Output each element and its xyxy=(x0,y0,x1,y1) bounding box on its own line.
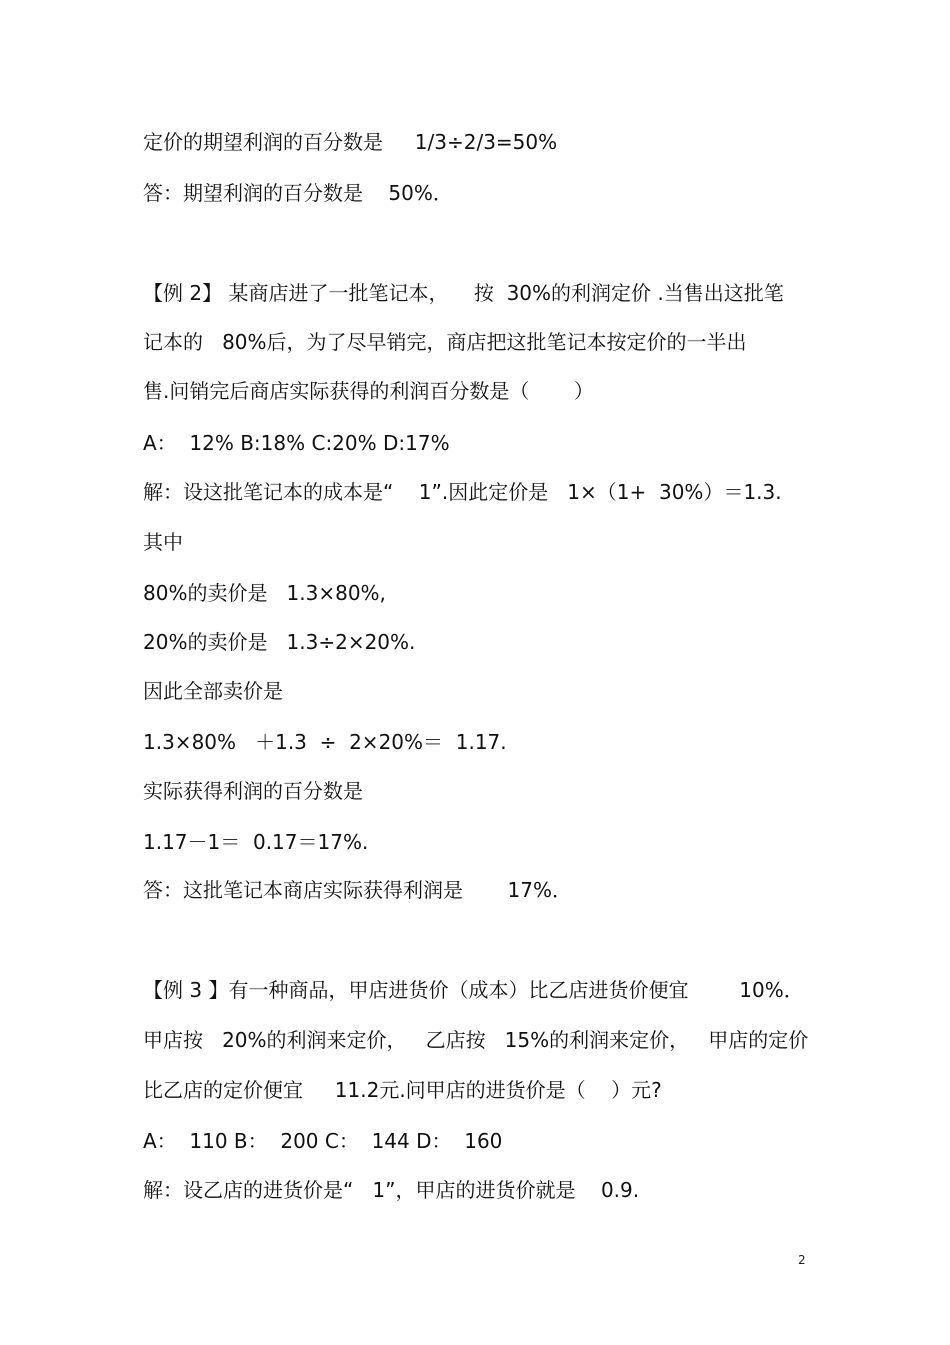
text-line: 售.问销完后商店实际获得的利润百分数是（ ） xyxy=(143,379,594,403)
text-line: A： 110 B： 200 C： 144 D： 160 xyxy=(143,1129,503,1153)
text-line: 记本的 80%后，为了尽早销完，商店把这批笔记本按定价的一半出 xyxy=(143,330,747,354)
text-line: 甲店按 20%的利润来定价， 乙店按 15%的利润来定价， 甲店的定价 xyxy=(143,1028,809,1052)
text-line: 【例 3 】有一种商品，甲店进货价（成本）比乙店进货价便宜 10%． xyxy=(143,978,804,1002)
text-line: 答：期望利润的百分数是 50%． xyxy=(143,181,453,205)
text-line: 【例 2】 某商店进了一批笔记本， 按 30%的利润定价 .当售出这批笔 xyxy=(143,281,784,305)
text-line: A： 12% B:18% C:20% D:17% xyxy=(143,431,450,455)
text-line: 实际获得利润的百分数是 xyxy=(143,779,363,803)
text-line: 解：设乙店的进货价是“ 1”，甲店的进货价就是 0.9. xyxy=(143,1178,640,1202)
text-line: 1.17－1＝ 0.17＝17%. xyxy=(143,830,369,854)
page-number: 2 xyxy=(798,1253,806,1267)
text-line: 答：这批笔记本商店实际获得利润是 17%． xyxy=(143,878,572,902)
text-line: 80%的卖价是 1.3×80%, xyxy=(143,581,386,605)
text-line: 1.3×80% ＋1.3 ÷ 2×20%＝ 1.17. xyxy=(143,730,507,754)
text-line: 其中 xyxy=(143,530,183,554)
text-line: 比乙店的定价便宜 11.2元.问甲店的进货价是（ ）元? xyxy=(143,1078,662,1102)
text-line: 20%的卖价是 1.3÷2×20%. xyxy=(143,630,416,654)
text-line: 解：设这批笔记本的成本是“ 1”.因此定价是 1×（1+ 30%）＝1.3. xyxy=(143,480,782,504)
text-line: 定价的期望利润的百分数是 1/3÷2/3=50% xyxy=(143,130,558,154)
text-line: 因此全部卖价是 xyxy=(143,679,283,703)
